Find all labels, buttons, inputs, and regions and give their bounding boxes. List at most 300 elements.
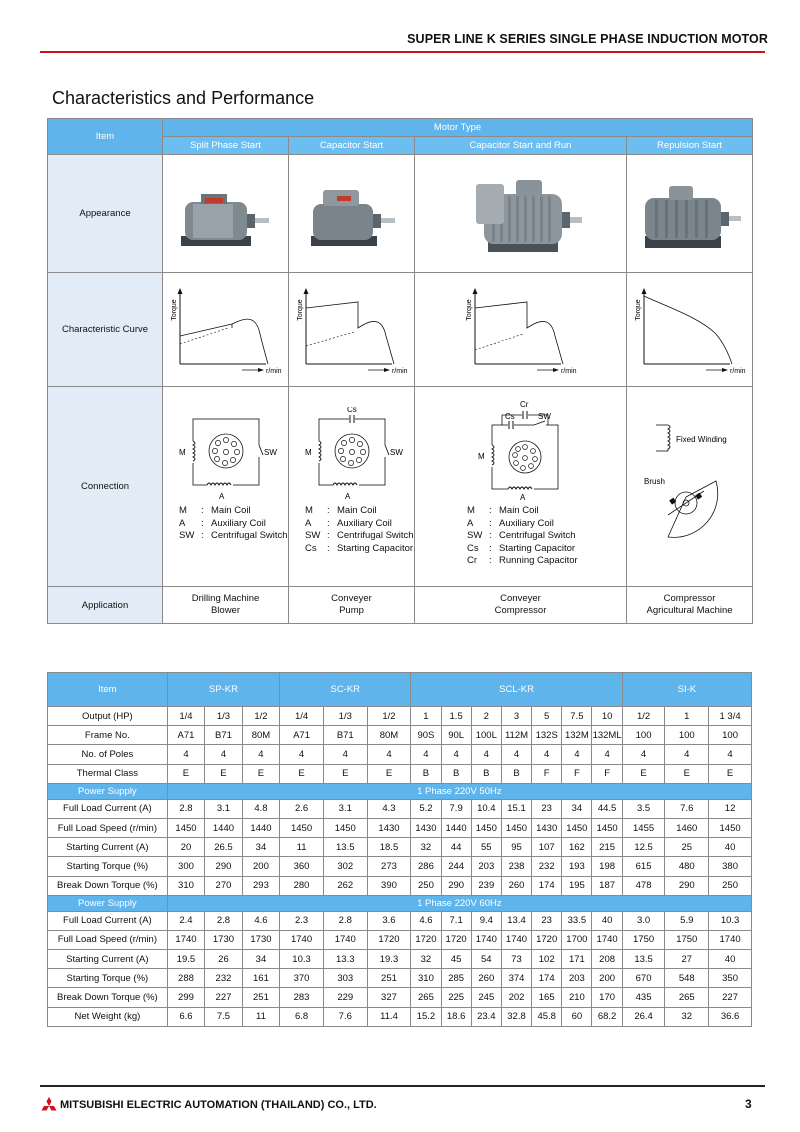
- table-cell: 132M: [562, 726, 592, 745]
- table-cell: E: [167, 764, 204, 783]
- group-header-scl-kr: SCL-KR: [411, 673, 622, 707]
- table-cell: 245: [471, 988, 501, 1007]
- table-cell: 370: [280, 969, 324, 988]
- table-cell: 4: [471, 745, 501, 764]
- table-cell: 1/3: [323, 707, 367, 726]
- table-cell: 1/2: [622, 707, 665, 726]
- table-cell: 40: [709, 950, 752, 969]
- table-cell: 250: [709, 876, 752, 895]
- table-cell: 3: [501, 707, 531, 726]
- table-cell: B: [441, 764, 471, 783]
- table-row: [48, 911, 752, 930]
- motor-photo-capacitor-start-run: [456, 166, 586, 262]
- power-supply-value: 1 Phase 220V 50Hz: [167, 783, 751, 799]
- table-cell: 162: [562, 838, 592, 857]
- label-aux-coil: A: [519, 493, 525, 502]
- label-brush: Brush: [643, 477, 665, 486]
- power-supply-label: Power Supply: [48, 895, 168, 911]
- table-cell: 390: [367, 876, 411, 895]
- table-cell: 1: [411, 707, 441, 726]
- table-cell: 1430: [367, 818, 411, 837]
- label-run-capacitor: Cr: [519, 400, 528, 409]
- table-cell: 203: [471, 857, 501, 876]
- torque-curve-repulsion-start: [630, 284, 750, 376]
- table-cell: 100: [709, 726, 752, 745]
- table-cell: 3.6: [367, 911, 411, 930]
- mitsubishi-logo-icon: [40, 1097, 58, 1113]
- label-main-coil: M: [304, 448, 312, 457]
- table-cell: 251: [242, 988, 279, 1007]
- table-cell: 302: [323, 857, 367, 876]
- footer: [40, 1097, 377, 1113]
- table-cell: 36.6: [709, 1007, 752, 1026]
- table-cell: 548: [665, 969, 709, 988]
- table-cell: 174: [532, 969, 562, 988]
- table-cell: 32: [411, 950, 441, 969]
- table-cell: 670: [622, 969, 665, 988]
- wiring-diagram-repulsion-start: [628, 411, 752, 541]
- table-cell: 132ML: [592, 726, 622, 745]
- power-supply-label: Power Supply: [48, 783, 168, 799]
- table-cell: 244: [441, 857, 471, 876]
- table-cell: 6.8: [280, 1007, 324, 1026]
- table-cell: 1460: [665, 818, 709, 837]
- table-row: [48, 876, 752, 895]
- table-cell: 55: [471, 838, 501, 857]
- table-cell: 1450: [709, 818, 752, 837]
- table-cell: 10.4: [471, 799, 501, 818]
- row-label: No. of Poles: [48, 745, 168, 764]
- table-cell: 18.6: [441, 1007, 471, 1026]
- legend-capacitor-start-run: M : Main Coil A : Auxiliary Coil SW : Centrifugal Switch Cs : Starting Capacitor Cr : Running Capacitor: [467, 505, 578, 566]
- label-switch: SW: [537, 412, 551, 421]
- table-row: [48, 838, 752, 857]
- row-label: Break Down Torque (%): [48, 876, 168, 895]
- table-cell: 1/4: [167, 707, 204, 726]
- table-cell: 11: [242, 1007, 279, 1026]
- row-label: Starting Current (A): [48, 838, 168, 857]
- row-label: Starting Torque (%): [48, 857, 168, 876]
- table-cell: 270: [205, 876, 242, 895]
- table-cell: 2.8: [205, 911, 242, 930]
- perf-item-header: Item: [48, 119, 163, 155]
- table-cell: 1.5: [441, 707, 471, 726]
- row-label: Starting Torque (%): [48, 969, 168, 988]
- table-cell: 380: [709, 857, 752, 876]
- row-label: Net Weight (kg): [48, 1007, 168, 1026]
- table-cell: 480: [665, 857, 709, 876]
- table-row: [48, 930, 752, 949]
- table-cell: 374: [501, 969, 531, 988]
- label-switch: SW: [263, 448, 277, 457]
- table-cell: 6.6: [167, 1007, 204, 1026]
- table-cell: 20: [167, 838, 204, 857]
- table-cell: 310: [167, 876, 204, 895]
- table-cell: 4.6: [242, 911, 279, 930]
- table-cell: 310: [411, 969, 441, 988]
- table-cell: 32.8: [501, 1007, 531, 1026]
- table-cell: 478: [622, 876, 665, 895]
- table-cell: E: [665, 764, 709, 783]
- table-cell: 232: [532, 857, 562, 876]
- table-cell: 1440: [441, 818, 471, 837]
- table-cell: 10.3: [280, 950, 324, 969]
- rpm-axis-label: r/min: [729, 367, 746, 375]
- table-cell: A71: [280, 726, 324, 745]
- table-cell: 1450: [280, 818, 324, 837]
- table-cell: 23: [532, 799, 562, 818]
- table-cell: 1/4: [280, 707, 324, 726]
- table-cell: 80M: [367, 726, 411, 745]
- series-header: SUPER LINE K SERIES SINGLE PHASE INDUCTION MOTOR: [407, 32, 768, 46]
- table-cell: 350: [709, 969, 752, 988]
- application-repulsion-start: Compressor Agricultural Machine: [627, 587, 753, 624]
- table-cell: 4: [205, 745, 242, 764]
- table-cell: B: [501, 764, 531, 783]
- wiring-diagram-capacitor-start-run: [456, 395, 586, 503]
- table-cell: 174: [532, 876, 562, 895]
- table-cell: 102: [532, 950, 562, 969]
- table-cell: 208: [592, 950, 622, 969]
- table-cell: 1750: [622, 930, 665, 949]
- torque-axis-label: Torque: [634, 298, 642, 321]
- table-cell: 4: [501, 745, 531, 764]
- row-label: Full Load Current (A): [48, 799, 168, 818]
- table-cell: 1 3/4: [709, 707, 752, 726]
- table-cell: 7.5: [562, 707, 592, 726]
- table-cell: 1/2: [242, 707, 279, 726]
- table-cell: 13.4: [501, 911, 531, 930]
- table-cell: 215: [592, 838, 622, 857]
- table-cell: 4: [367, 745, 411, 764]
- type-capacitor-start: Capacitor Start: [289, 137, 415, 155]
- table-cell: 45.8: [532, 1007, 562, 1026]
- table-cell: 260: [471, 969, 501, 988]
- table-cell: 4: [441, 745, 471, 764]
- table-cell: 32: [665, 1007, 709, 1026]
- table-cell: 13.5: [622, 950, 665, 969]
- table-cell: 23.4: [471, 1007, 501, 1026]
- performance-table: [47, 118, 753, 624]
- table-cell: 290: [665, 876, 709, 895]
- table-cell: 1750: [665, 930, 709, 949]
- curve-repulsion-start: [627, 273, 753, 387]
- table-cell: 171: [562, 950, 592, 969]
- table-cell: 32: [411, 838, 441, 857]
- table-cell: B: [411, 764, 441, 783]
- table-cell: 3.0: [622, 911, 665, 930]
- table-row: [48, 988, 752, 1007]
- table-cell: 1440: [242, 818, 279, 837]
- table-row: [48, 799, 752, 818]
- table-cell: E: [709, 764, 752, 783]
- table-cell: 3.1: [323, 799, 367, 818]
- row-label: Output (HP): [48, 707, 168, 726]
- application-capacitor-start: Conveyer Pump: [289, 587, 415, 624]
- table-cell: 3.5: [622, 799, 665, 818]
- appearance-repulsion-start: [627, 155, 753, 273]
- row-label: Frame No.: [48, 726, 168, 745]
- table-cell: 45: [441, 950, 471, 969]
- table-cell: 90S: [411, 726, 441, 745]
- connection-repulsion-start: [627, 387, 753, 587]
- table-cell: 7.9: [441, 799, 471, 818]
- table-cell: 285: [441, 969, 471, 988]
- table-cell: 229: [323, 988, 367, 1007]
- table-row: [48, 707, 752, 726]
- table-cell: 23: [532, 911, 562, 930]
- table-cell: 2.8: [167, 799, 204, 818]
- row-label: Full Load Speed (r/min): [48, 930, 168, 949]
- group-header-sc-kr: SC-KR: [280, 673, 411, 707]
- table-cell: 227: [709, 988, 752, 1007]
- table-row: [48, 950, 752, 969]
- table-cell: 54: [471, 950, 501, 969]
- footer-rule: [40, 1085, 765, 1087]
- table-cell: B: [471, 764, 501, 783]
- wiring-diagram-capacitor-start: [297, 407, 407, 503]
- label-switch: SW: [389, 448, 403, 457]
- table-cell: 4: [280, 745, 324, 764]
- table-cell: 299: [167, 988, 204, 1007]
- connection-capacitor-start-run: [415, 387, 627, 587]
- table-cell: 4: [411, 745, 441, 764]
- legend-split-phase: M : Main Coil A : Auxiliary Coil SW : Centrifugal Switch: [179, 505, 288, 541]
- table-cell: 90L: [441, 726, 471, 745]
- table-cell: 18.5: [367, 838, 411, 857]
- motor-type-header: Motor Type: [163, 119, 753, 137]
- table-cell: 265: [665, 988, 709, 1007]
- table-cell: 26: [205, 950, 242, 969]
- table-cell: 1740: [501, 930, 531, 949]
- table-cell: E: [323, 764, 367, 783]
- table-cell: 1740: [280, 930, 324, 949]
- table-cell: 227: [205, 988, 242, 1007]
- table-cell: 161: [242, 969, 279, 988]
- table-cell: 250: [411, 876, 441, 895]
- table-cell: 44.5: [592, 799, 622, 818]
- table-row: [48, 745, 752, 764]
- company-name: MITSUBISHI ELECTRIC AUTOMATION (THAILAND) CO., LTD.: [60, 1098, 377, 1111]
- table-cell: 1430: [532, 818, 562, 837]
- table-cell: 4: [665, 745, 709, 764]
- table-cell: 290: [205, 857, 242, 876]
- table-cell: 300: [167, 857, 204, 876]
- table-cell: 4.6: [411, 911, 441, 930]
- table-row: [48, 726, 752, 745]
- table-cell: E: [622, 764, 665, 783]
- table-cell: A71: [167, 726, 204, 745]
- table-cell: 7.6: [323, 1007, 367, 1026]
- table-cell: 34: [242, 838, 279, 857]
- spec-item-header: Item: [48, 673, 168, 707]
- legend-capacitor-start: M : Main Coil A : Auxiliary Coil SW : Centrifugal Switch Cs : Starting Capacitor: [305, 505, 414, 554]
- table-cell: 73: [501, 950, 531, 969]
- table-cell: 203: [562, 969, 592, 988]
- label-start-capacitor: Cs: [346, 407, 357, 414]
- torque-curve-capacitor-start: [292, 284, 412, 376]
- table-cell: 239: [471, 876, 501, 895]
- table-cell: 170: [592, 988, 622, 1007]
- table-cell: 200: [242, 857, 279, 876]
- table-cell: 251: [367, 969, 411, 988]
- table-cell: F: [592, 764, 622, 783]
- table-cell: 5.9: [665, 911, 709, 930]
- table-cell: 100: [622, 726, 665, 745]
- table-row: [48, 818, 752, 837]
- row-label: Starting Current (A): [48, 950, 168, 969]
- table-cell: 265: [411, 988, 441, 1007]
- table-cell: 165: [532, 988, 562, 1007]
- torque-axis-label: Torque: [465, 298, 473, 321]
- power-supply-value: 1 Phase 220V 60Hz: [167, 895, 751, 911]
- table-cell: 15.1: [501, 799, 531, 818]
- row-label: Break Down Torque (%): [48, 988, 168, 1007]
- table-cell: 1730: [205, 930, 242, 949]
- table-cell: 3.1: [205, 799, 242, 818]
- table-cell: 303: [323, 969, 367, 988]
- table-cell: 232: [205, 969, 242, 988]
- table-cell: 193: [562, 857, 592, 876]
- motor-photo-split-phase: [171, 174, 281, 254]
- specification-table: [47, 672, 752, 1027]
- row-label-characteristic-curve: Characteristic Curve: [48, 273, 163, 387]
- table-cell: 34: [242, 950, 279, 969]
- table-cell: 11: [280, 838, 324, 857]
- power-supply-row: [48, 895, 752, 911]
- table-cell: 1440: [205, 818, 242, 837]
- table-cell: 10.3: [709, 911, 752, 930]
- torque-curve-split-phase: [166, 284, 286, 376]
- power-supply-row: [48, 783, 752, 799]
- table-cell: 13.3: [323, 950, 367, 969]
- application-split-phase: Drilling Machine Blower: [163, 587, 289, 624]
- table-cell: 2: [471, 707, 501, 726]
- table-cell: 1740: [471, 930, 501, 949]
- table-cell: 198: [592, 857, 622, 876]
- rpm-axis-label: r/min: [265, 367, 282, 375]
- table-cell: 280: [280, 876, 324, 895]
- table-cell: 7.1: [441, 911, 471, 930]
- table-cell: E: [242, 764, 279, 783]
- table-cell: 202: [501, 988, 531, 1007]
- table-cell: 26.4: [622, 1007, 665, 1026]
- table-cell: B71: [323, 726, 367, 745]
- table-cell: 283: [280, 988, 324, 1007]
- table-cell: 25: [665, 838, 709, 857]
- table-cell: 273: [367, 857, 411, 876]
- table-cell: 1450: [471, 818, 501, 837]
- label-main-coil: M: [477, 452, 485, 461]
- motor-photo-capacitor-start: [297, 174, 407, 254]
- table-cell: 44: [441, 838, 471, 857]
- table-cell: 1/2: [367, 707, 411, 726]
- torque-axis-label: Torque: [170, 298, 178, 321]
- appearance-capacitor-start-run: [415, 155, 627, 273]
- table-cell: 19.3: [367, 950, 411, 969]
- table-cell: 360: [280, 857, 324, 876]
- table-cell: E: [280, 764, 324, 783]
- table-cell: 1455: [622, 818, 665, 837]
- appearance-split-phase: [163, 155, 289, 273]
- label-fixed-winding: Fixed Winding: [675, 435, 727, 444]
- table-cell: 4: [323, 745, 367, 764]
- table-cell: E: [367, 764, 411, 783]
- type-repulsion-start: Repulsion Start: [627, 137, 753, 155]
- table-cell: 290: [441, 876, 471, 895]
- table-cell: 68.2: [592, 1007, 622, 1026]
- type-capacitor-start-run: Capacitor Start and Run: [415, 137, 627, 155]
- table-cell: 2.8: [323, 911, 367, 930]
- rpm-axis-label: r/min: [560, 367, 577, 375]
- table-cell: 19.5: [167, 950, 204, 969]
- appearance-capacitor-start: [289, 155, 415, 273]
- table-cell: 1430: [411, 818, 441, 837]
- table-cell: E: [205, 764, 242, 783]
- table-cell: 1/3: [205, 707, 242, 726]
- curve-split-phase: [163, 273, 289, 387]
- table-cell: 4: [532, 745, 562, 764]
- wiring-diagram-split-phase: [171, 407, 281, 503]
- table-cell: 2.6: [280, 799, 324, 818]
- table-cell: 4: [592, 745, 622, 764]
- table-cell: 615: [622, 857, 665, 876]
- header-rule: [40, 51, 765, 53]
- connection-capacitor-start: [289, 387, 415, 587]
- type-split-phase: Split Phase Start: [163, 137, 289, 155]
- table-cell: B71: [205, 726, 242, 745]
- table-cell: 1740: [709, 930, 752, 949]
- label-main-coil: M: [178, 448, 186, 457]
- table-cell: 4.8: [242, 799, 279, 818]
- table-cell: 5: [532, 707, 562, 726]
- curve-capacitor-start: [289, 273, 415, 387]
- table-cell: 1450: [167, 818, 204, 837]
- table-cell: 60: [562, 1007, 592, 1026]
- row-label: Full Load Speed (r/min): [48, 818, 168, 837]
- table-cell: 2.3: [280, 911, 324, 930]
- table-cell: 26.5: [205, 838, 242, 857]
- curve-capacitor-start-run: [415, 273, 627, 387]
- table-cell: 262: [323, 876, 367, 895]
- table-cell: 200: [592, 969, 622, 988]
- label-aux-coil: A: [344, 492, 350, 501]
- table-row: [48, 1007, 752, 1026]
- table-row: [48, 969, 752, 988]
- table-cell: 195: [562, 876, 592, 895]
- table-cell: 15.2: [411, 1007, 441, 1026]
- table-cell: 80M: [242, 726, 279, 745]
- table-cell: 1720: [411, 930, 441, 949]
- table-cell: 11.4: [367, 1007, 411, 1026]
- label-aux-coil: A: [218, 492, 224, 501]
- table-cell: 7.5: [205, 1007, 242, 1026]
- table-cell: 100L: [471, 726, 501, 745]
- table-cell: 1740: [323, 930, 367, 949]
- table-cell: 1450: [562, 818, 592, 837]
- table-cell: 107: [532, 838, 562, 857]
- table-cell: 7.6: [665, 799, 709, 818]
- table-cell: 4: [167, 745, 204, 764]
- row-label-connection: Connection: [48, 387, 163, 587]
- table-cell: 40: [709, 838, 752, 857]
- table-cell: 288: [167, 969, 204, 988]
- table-cell: 327: [367, 988, 411, 1007]
- table-cell: 187: [592, 876, 622, 895]
- table-cell: 2.4: [167, 911, 204, 930]
- label-start-capacitor: Cs: [504, 412, 515, 421]
- table-cell: 293: [242, 876, 279, 895]
